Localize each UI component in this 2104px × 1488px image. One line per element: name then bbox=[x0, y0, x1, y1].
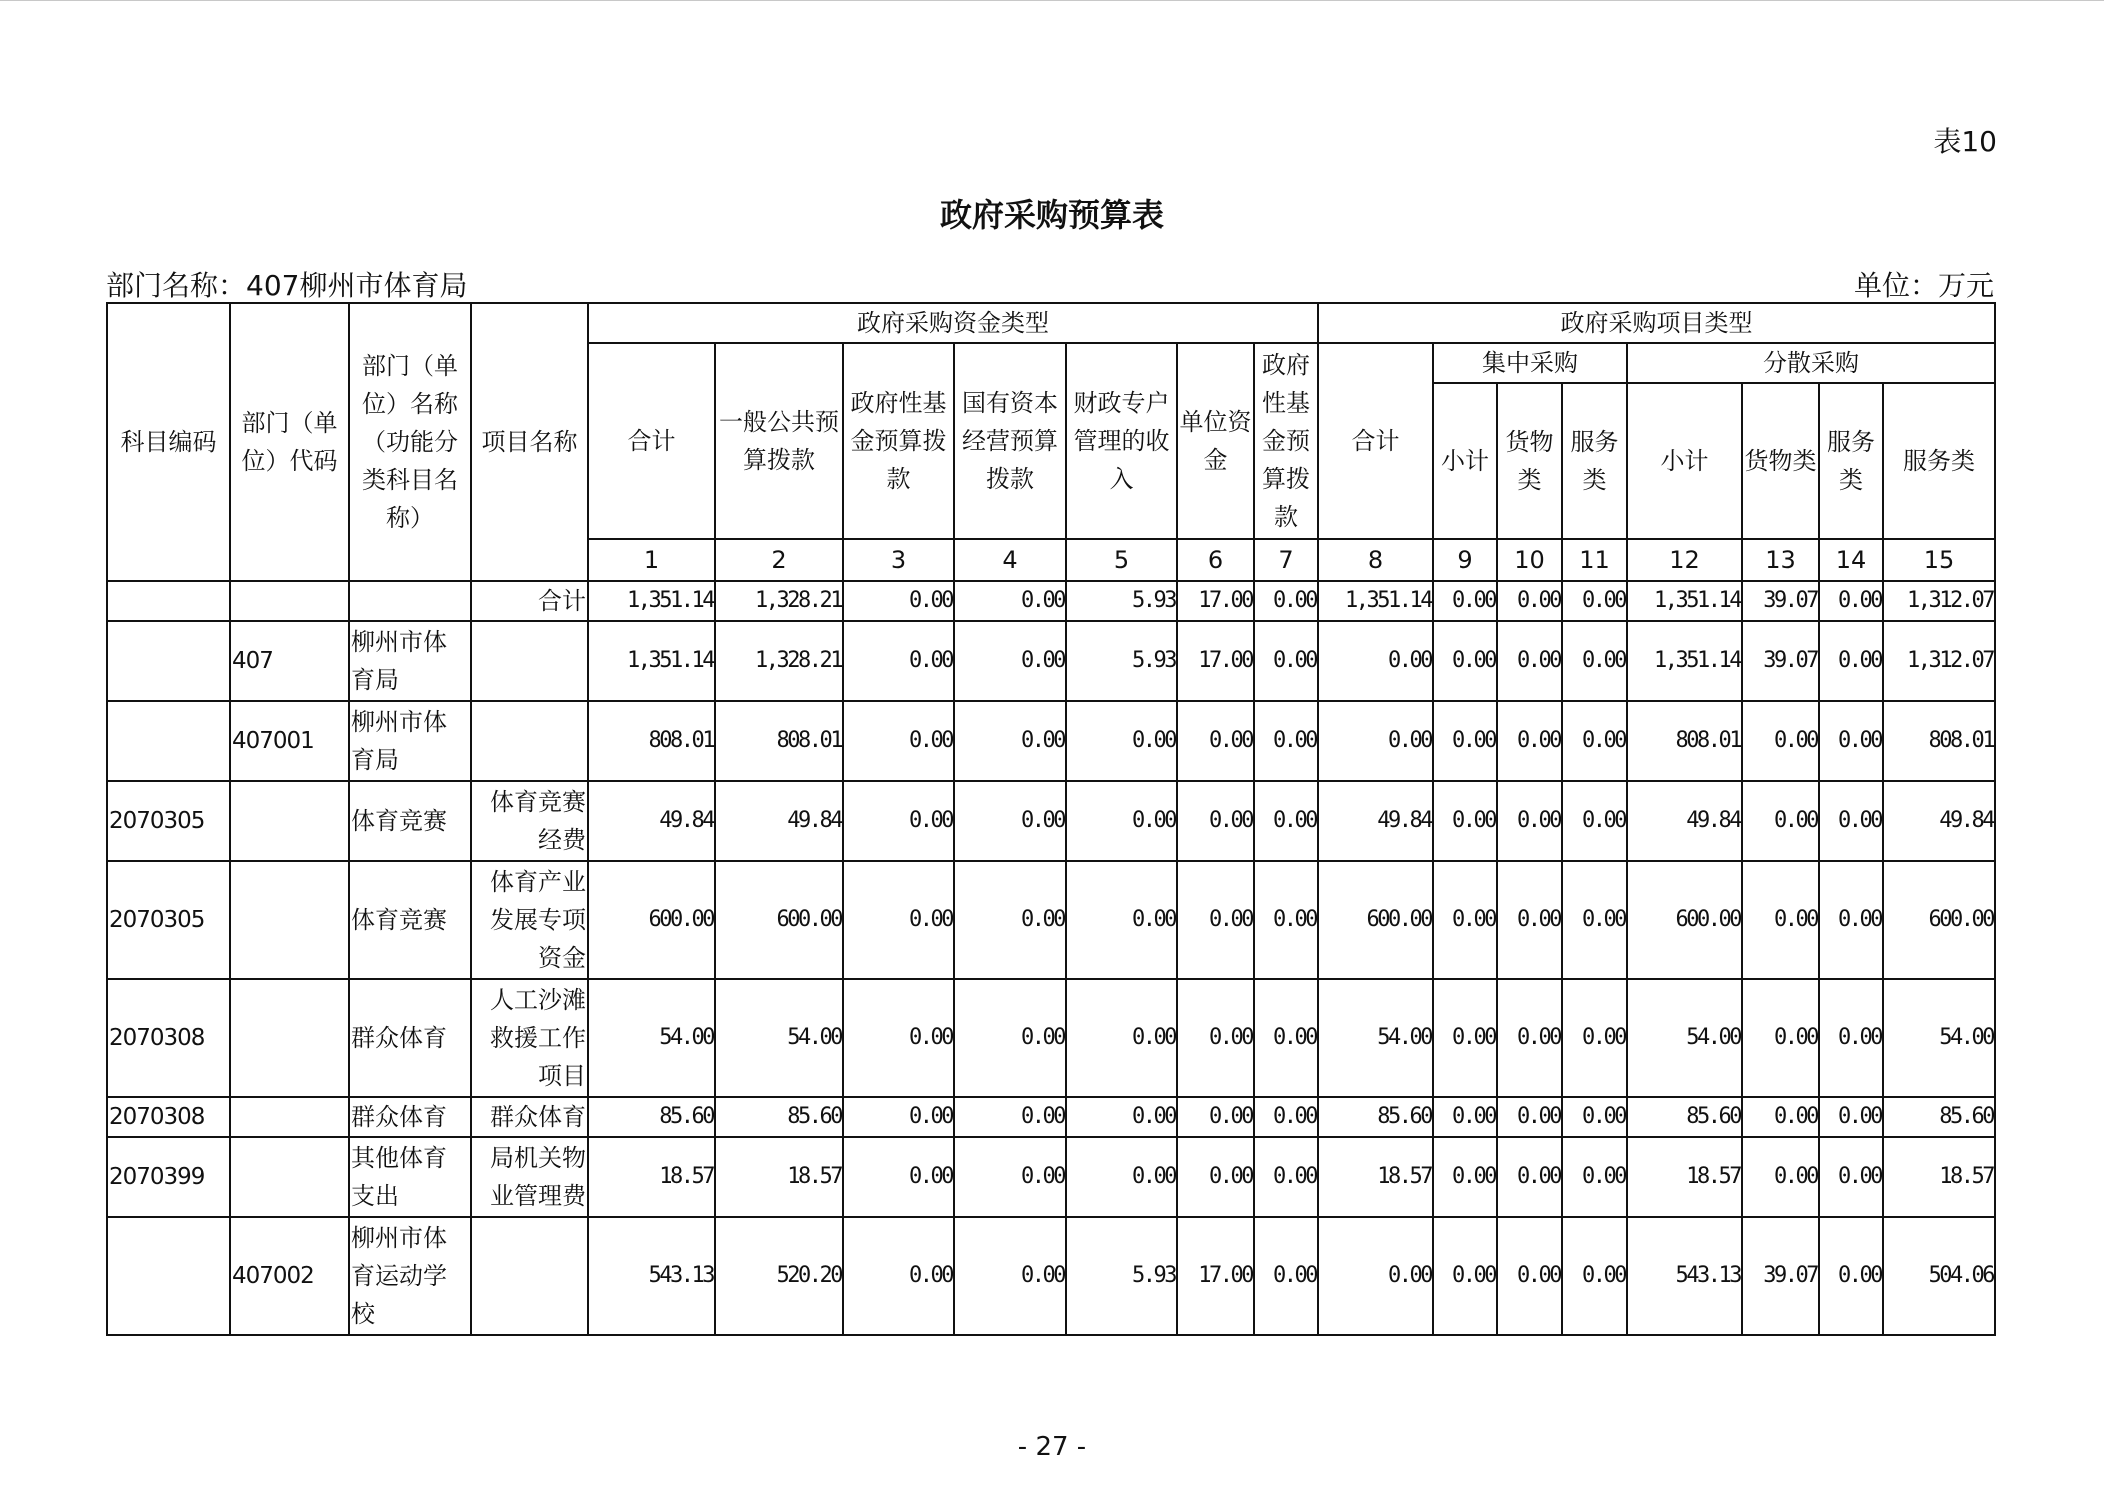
subject-code-cell bbox=[107, 701, 230, 781]
dept-code-cell: 407002 bbox=[230, 1217, 349, 1335]
col-index: 4 bbox=[954, 539, 1066, 581]
amount-cell: 1,328.21 bbox=[715, 621, 843, 701]
table-row bbox=[107, 1137, 1995, 1217]
amount-cell: 0.00 bbox=[1433, 621, 1497, 701]
col-index: 9 bbox=[1433, 539, 1497, 581]
amount-cell: 85.60 bbox=[715, 1097, 843, 1137]
amount-cell: 1,351.14 bbox=[1318, 581, 1433, 621]
amount-cell: 5.93 bbox=[1066, 1217, 1177, 1335]
project-name-cell: 群众体育 bbox=[471, 1097, 588, 1137]
amount-cell: 17.00 bbox=[1177, 581, 1254, 621]
unit-label: 单位：万元 bbox=[1853, 269, 1994, 302]
col-index: 7 bbox=[1254, 539, 1318, 581]
col-index: 14 bbox=[1819, 539, 1883, 581]
amount-cell: 543.13 bbox=[1627, 1217, 1742, 1335]
col-index: 12 bbox=[1627, 539, 1742, 581]
page-number: - 27 - bbox=[1017, 1432, 1087, 1462]
header-fund-type-group: 政府采购资金类型 bbox=[588, 303, 1318, 343]
amount-cell: 0.00 bbox=[1497, 979, 1562, 1097]
dept-code-cell: 407001 bbox=[230, 701, 349, 781]
amount-cell: 0.00 bbox=[1433, 1097, 1497, 1137]
amount-cell: 17.00 bbox=[1177, 1217, 1254, 1335]
amount-cell: 0.00 bbox=[954, 581, 1066, 621]
amount-cell: 600.00 bbox=[1318, 861, 1433, 979]
header-c-subtotal: 小计 bbox=[1433, 383, 1497, 539]
amount-cell: 0.00 bbox=[1497, 1137, 1562, 1217]
amount-cell: 808.01 bbox=[588, 701, 715, 781]
col-index: 5 bbox=[1066, 539, 1177, 581]
amount-cell: 0.00 bbox=[843, 979, 954, 1097]
subject-code-cell: 2070305 bbox=[107, 861, 230, 979]
header-item-total: 合计 bbox=[1318, 343, 1433, 539]
procurement-budget-table bbox=[106, 302, 1996, 1336]
amount-cell: 0.00 bbox=[843, 581, 954, 621]
amount-cell: 49.84 bbox=[715, 781, 843, 861]
amount-cell: 0.00 bbox=[1254, 979, 1318, 1097]
dept-code-cell bbox=[230, 1137, 349, 1217]
amount-cell: 18.57 bbox=[1883, 1137, 1995, 1217]
dept-name-cell: 柳州市体育运动学校 bbox=[349, 1217, 471, 1335]
amount-cell: 0.00 bbox=[1254, 1137, 1318, 1217]
header-gov-fund: 政府性基金预算拨款 bbox=[843, 343, 954, 539]
amount-cell: 1,351.14 bbox=[588, 621, 715, 701]
header-dept-name: 部门（单位）名称（功能分类科目名称） bbox=[349, 303, 471, 581]
amount-cell: 520.20 bbox=[715, 1217, 843, 1335]
dept-name-cell: 体育竞赛 bbox=[349, 781, 471, 861]
table-row bbox=[107, 701, 1995, 781]
page-title: 政府采购预算表 bbox=[939, 196, 1164, 234]
header-c-goods: 货物类 bbox=[1497, 383, 1562, 539]
amount-cell: 0.00 bbox=[843, 1097, 954, 1137]
amount-cell: 808.01 bbox=[715, 701, 843, 781]
amount-cell: 0.00 bbox=[1066, 1097, 1177, 1137]
dept-code-cell bbox=[230, 781, 349, 861]
amount-cell: 0.00 bbox=[954, 1137, 1066, 1217]
amount-cell: 0.00 bbox=[1318, 701, 1433, 781]
table-row bbox=[107, 1097, 1995, 1137]
amount-cell: 0.00 bbox=[1819, 781, 1883, 861]
dept-code-cell bbox=[230, 1097, 349, 1137]
amount-cell: 0.00 bbox=[1433, 861, 1497, 979]
table-row bbox=[107, 861, 1995, 979]
project-name-cell: 人工沙滩救援工作项目 bbox=[471, 979, 588, 1097]
amount-cell: 0.00 bbox=[954, 781, 1066, 861]
amount-cell: 0.00 bbox=[1562, 979, 1627, 1097]
amount-cell: 600.00 bbox=[1627, 861, 1742, 979]
project-name-cell: 体育产业发展专项资金 bbox=[471, 861, 588, 979]
subject-code-cell: 2070305 bbox=[107, 781, 230, 861]
amount-cell: 1,312.07 bbox=[1883, 581, 1995, 621]
amount-cell: 85.60 bbox=[1883, 1097, 1995, 1137]
amount-cell: 0.00 bbox=[1254, 861, 1318, 979]
amount-cell: 0.00 bbox=[1742, 1137, 1819, 1217]
amount-cell: 0.00 bbox=[1177, 1097, 1254, 1137]
col-index: 13 bbox=[1742, 539, 1819, 581]
amount-cell: 0.00 bbox=[1562, 1137, 1627, 1217]
amount-cell: 0.00 bbox=[1742, 1097, 1819, 1137]
dept-code-cell: 407 bbox=[230, 621, 349, 701]
col-index: 11 bbox=[1562, 539, 1627, 581]
amount-cell: 0.00 bbox=[1177, 979, 1254, 1097]
col-index: 15 bbox=[1883, 539, 1995, 581]
project-name-cell: 体育竞赛经费 bbox=[471, 781, 588, 861]
amount-cell: 0.00 bbox=[843, 781, 954, 861]
header-item-type-group: 政府采购项目类型 bbox=[1318, 303, 1995, 343]
amount-cell: 0.00 bbox=[843, 701, 954, 781]
amount-cell: 54.00 bbox=[1627, 979, 1742, 1097]
amount-cell: 0.00 bbox=[1254, 781, 1318, 861]
header-d-goods: 货物类 bbox=[1742, 383, 1819, 539]
header-d-service: 服务类 bbox=[1819, 383, 1883, 539]
dept-name-cell: 群众体育 bbox=[349, 1097, 471, 1137]
amount-cell: 0.00 bbox=[1254, 701, 1318, 781]
amount-cell: 0.00 bbox=[1066, 701, 1177, 781]
amount-cell: 49.84 bbox=[1627, 781, 1742, 861]
amount-cell: 18.57 bbox=[1318, 1137, 1433, 1217]
amount-cell: 0.00 bbox=[1562, 701, 1627, 781]
amount-cell: 39.07 bbox=[1742, 621, 1819, 701]
amount-cell: 0.00 bbox=[1433, 581, 1497, 621]
table-row bbox=[107, 621, 1995, 701]
amount-cell: 85.60 bbox=[1318, 1097, 1433, 1137]
amount-cell: 600.00 bbox=[588, 861, 715, 979]
amount-cell: 0.00 bbox=[1497, 861, 1562, 979]
header-state-capital: 国有资本经营预算拨款 bbox=[954, 343, 1066, 539]
amount-cell: 0.00 bbox=[843, 1217, 954, 1335]
subject-code-cell: 2070399 bbox=[107, 1137, 230, 1217]
amount-cell: 54.00 bbox=[1318, 979, 1433, 1097]
amount-cell: 0.00 bbox=[1066, 861, 1177, 979]
department-label: 部门名称：407柳州市体育局 bbox=[106, 269, 468, 302]
amount-cell: 0.00 bbox=[1433, 1217, 1497, 1335]
amount-cell: 0.00 bbox=[1254, 621, 1318, 701]
amount-cell: 0.00 bbox=[1819, 1097, 1883, 1137]
amount-cell: 0.00 bbox=[954, 861, 1066, 979]
amount-cell: 0.00 bbox=[1318, 1217, 1433, 1335]
col-index: 8 bbox=[1318, 539, 1433, 581]
dept-code-cell bbox=[230, 979, 349, 1097]
amount-cell: 0.00 bbox=[1497, 701, 1562, 781]
amount-cell: 0.00 bbox=[1562, 621, 1627, 701]
project-name-cell: 合计 bbox=[471, 581, 588, 621]
amount-cell: 0.00 bbox=[1562, 1217, 1627, 1335]
amount-cell: 0.00 bbox=[843, 1137, 954, 1217]
dept-code-cell bbox=[230, 861, 349, 979]
amount-cell: 0.00 bbox=[1742, 781, 1819, 861]
project-name-cell: 局机关物业管理费 bbox=[471, 1137, 588, 1217]
amount-cell: 0.00 bbox=[1497, 1097, 1562, 1137]
amount-cell: 54.00 bbox=[1883, 979, 1995, 1097]
table-body bbox=[107, 581, 1995, 1335]
col-index: 10 bbox=[1497, 539, 1562, 581]
amount-cell: 0.00 bbox=[954, 1097, 1066, 1137]
amount-cell: 0.00 bbox=[1177, 861, 1254, 979]
amount-cell: 0.00 bbox=[1177, 781, 1254, 861]
subject-code-cell: 2070308 bbox=[107, 979, 230, 1097]
amount-cell: 808.01 bbox=[1883, 701, 1995, 781]
amount-cell: 0.00 bbox=[1433, 701, 1497, 781]
table-row bbox=[107, 979, 1995, 1097]
amount-cell: 85.60 bbox=[588, 1097, 715, 1137]
col-index: 2 bbox=[715, 539, 843, 581]
amount-cell: 0.00 bbox=[843, 621, 954, 701]
amount-cell: 0.00 bbox=[954, 1217, 1066, 1335]
amount-cell: 0.00 bbox=[1742, 861, 1819, 979]
amount-cell: 0.00 bbox=[1066, 781, 1177, 861]
amount-cell: 49.84 bbox=[1883, 781, 1995, 861]
amount-cell: 0.00 bbox=[1819, 621, 1883, 701]
header-subject-code: 科目编码 bbox=[107, 303, 230, 581]
amount-cell: 0.00 bbox=[1497, 781, 1562, 861]
dept-name-cell bbox=[349, 581, 471, 621]
subject-code-cell bbox=[107, 621, 230, 701]
dept-name-cell: 其他体育支出 bbox=[349, 1137, 471, 1217]
amount-cell: 18.57 bbox=[715, 1137, 843, 1217]
amount-cell: 0.00 bbox=[1318, 621, 1433, 701]
amount-cell: 0.00 bbox=[1742, 979, 1819, 1097]
amount-cell: 17.00 bbox=[1177, 621, 1254, 701]
header-d-service-2: 服务类 bbox=[1883, 383, 1995, 539]
amount-cell: 39.07 bbox=[1742, 581, 1819, 621]
header-centralized: 集中采购 bbox=[1433, 343, 1627, 383]
header-dept-code: 部门（单位）代码 bbox=[230, 303, 349, 581]
amount-cell: 54.00 bbox=[588, 979, 715, 1097]
amount-cell: 1,351.14 bbox=[1627, 621, 1742, 701]
amount-cell: 5.93 bbox=[1066, 581, 1177, 621]
amount-cell: 0.00 bbox=[1066, 1137, 1177, 1217]
col-index: 6 bbox=[1177, 539, 1254, 581]
header-d-subtotal: 小计 bbox=[1627, 383, 1742, 539]
dept-name-cell: 柳州市体育局 bbox=[349, 701, 471, 781]
amount-cell: 0.00 bbox=[954, 621, 1066, 701]
project-name-cell bbox=[471, 1217, 588, 1335]
header-project-name: 项目名称 bbox=[471, 303, 588, 581]
amount-cell: 1,351.14 bbox=[1627, 581, 1742, 621]
header-dispersed: 分散采购 bbox=[1627, 343, 1995, 383]
amount-cell: 0.00 bbox=[1819, 861, 1883, 979]
amount-cell: 49.84 bbox=[588, 781, 715, 861]
project-name-cell bbox=[471, 621, 588, 701]
amount-cell: 0.00 bbox=[1819, 979, 1883, 1097]
dept-code-cell bbox=[230, 581, 349, 621]
amount-cell: 0.00 bbox=[1562, 781, 1627, 861]
amount-cell: 0.00 bbox=[1254, 581, 1318, 621]
top-rule bbox=[0, 0, 2104, 1]
amount-cell: 543.13 bbox=[588, 1217, 715, 1335]
dept-name-cell: 柳州市体育局 bbox=[349, 621, 471, 701]
amount-cell: 0.00 bbox=[1497, 581, 1562, 621]
amount-cell: 0.00 bbox=[1254, 1097, 1318, 1137]
amount-cell: 5.93 bbox=[1066, 621, 1177, 701]
amount-cell: 18.57 bbox=[1627, 1137, 1742, 1217]
amount-cell: 0.00 bbox=[1497, 1217, 1562, 1335]
table-number: 表10 bbox=[1933, 125, 1997, 158]
amount-cell: 0.00 bbox=[1433, 781, 1497, 861]
amount-cell: 39.07 bbox=[1742, 1217, 1819, 1335]
subject-code-cell bbox=[107, 581, 230, 621]
amount-cell: 18.57 bbox=[588, 1137, 715, 1217]
amount-cell: 0.00 bbox=[1433, 1137, 1497, 1217]
amount-cell: 0.00 bbox=[1177, 1137, 1254, 1217]
amount-cell: 0.00 bbox=[1177, 701, 1254, 781]
amount-cell: 0.00 bbox=[1819, 581, 1883, 621]
amount-cell: 49.84 bbox=[1318, 781, 1433, 861]
header-fund-total: 合计 bbox=[588, 343, 715, 539]
amount-cell: 0.00 bbox=[1742, 701, 1819, 781]
amount-cell: 0.00 bbox=[1562, 1097, 1627, 1137]
col-index: 3 bbox=[843, 539, 954, 581]
amount-cell: 600.00 bbox=[1883, 861, 1995, 979]
amount-cell: 0.00 bbox=[1819, 701, 1883, 781]
dept-name-cell: 群众体育 bbox=[349, 979, 471, 1097]
amount-cell: 0.00 bbox=[1562, 581, 1627, 621]
amount-cell: 0.00 bbox=[1497, 621, 1562, 701]
header-fiscal-special: 财政专户管理的收入 bbox=[1066, 343, 1177, 539]
header-gov-fund-2: 政府性基金预算拨款 bbox=[1254, 343, 1318, 539]
project-name-cell bbox=[471, 701, 588, 781]
amount-cell: 504.06 bbox=[1883, 1217, 1995, 1335]
amount-cell: 1,328.21 bbox=[715, 581, 843, 621]
subject-code-cell bbox=[107, 1217, 230, 1335]
table-row bbox=[107, 581, 1995, 621]
amount-cell: 85.60 bbox=[1627, 1097, 1742, 1137]
header-general-budget: 一般公共预算拨款 bbox=[715, 343, 843, 539]
dept-name-cell: 体育竞赛 bbox=[349, 861, 471, 979]
amount-cell: 0.00 bbox=[1433, 979, 1497, 1097]
amount-cell: 0.00 bbox=[1254, 1217, 1318, 1335]
amount-cell: 0.00 bbox=[1562, 861, 1627, 979]
amount-cell: 0.00 bbox=[1819, 1217, 1883, 1335]
amount-cell: 1,351.14 bbox=[588, 581, 715, 621]
header-unit-fund: 单位资金 bbox=[1177, 343, 1254, 539]
amount-cell: 600.00 bbox=[715, 861, 843, 979]
amount-cell: 1,312.07 bbox=[1883, 621, 1995, 701]
amount-cell: 0.00 bbox=[1066, 979, 1177, 1097]
amount-cell: 0.00 bbox=[1819, 1137, 1883, 1217]
header-row-1 bbox=[107, 303, 1995, 343]
amount-cell: 54.00 bbox=[715, 979, 843, 1097]
amount-cell: 808.01 bbox=[1627, 701, 1742, 781]
header-c-service: 服务类 bbox=[1562, 383, 1627, 539]
subject-code-cell: 2070308 bbox=[107, 1097, 230, 1137]
amount-cell: 0.00 bbox=[954, 701, 1066, 781]
col-index: 1 bbox=[588, 539, 715, 581]
table-row bbox=[107, 781, 1995, 861]
amount-cell: 0.00 bbox=[954, 979, 1066, 1097]
amount-cell: 0.00 bbox=[843, 861, 954, 979]
table-row bbox=[107, 1217, 1995, 1335]
